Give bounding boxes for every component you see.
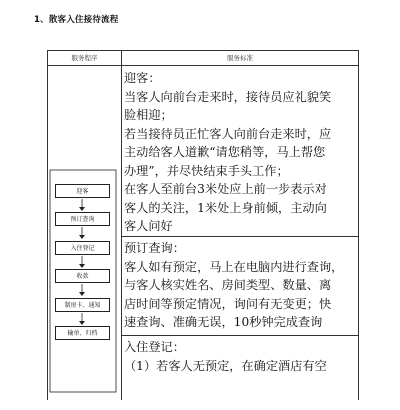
section-greeting [124, 69, 356, 236]
text-line: 与客人核实姓名、房间类型、数量、离 [124, 278, 332, 292]
table-middle-border [121, 50, 122, 400]
section-checkin [124, 338, 356, 375]
table-right-border [358, 50, 359, 400]
header-service-standard: 服务标准 [227, 54, 253, 62]
header-service-procedure: 服务程序 [71, 54, 98, 62]
text-line: 主动给客人道歉“请您稍等，马上帮您 [124, 145, 326, 159]
text-line: 迎客： [124, 71, 161, 85]
text-line: 速查询、准确无误，10秒钟完成查询 [124, 315, 323, 329]
text-line: （1）若客人无预定，在确定酒店有空 [124, 358, 327, 373]
flowchart [48, 66, 120, 406]
text-line: 若当接待员正忙客人向前台走来时，应 [124, 126, 332, 141]
flow-step-booking-query: 预订查询 [55, 212, 110, 226]
arrow-head-1 [79, 207, 85, 211]
arrow-head-2 [79, 235, 85, 239]
text-line: 脸相迎； [124, 108, 173, 122]
arrow-head-3 [79, 264, 85, 268]
flow-step-room-card: 制房卡、通知 [55, 298, 110, 312]
flowchart-connectors [48, 66, 120, 406]
flow-step-checkin: 入住登记 [55, 241, 110, 255]
section-divider-1 [121, 236, 358, 237]
text-line: 办理”，并尽快结束手头工作； [124, 163, 289, 178]
text-line: 当客人向前台走来时，接待员应礼貌笑 [124, 89, 332, 104]
text-line: 预订查询： [124, 241, 185, 255]
section-booking-query [124, 239, 356, 332]
text-line: 店时间等预定情况，询问有无变更；快 [124, 296, 332, 311]
document-heading: 1、散客入住接待流程 [34, 15, 119, 25]
text-line: 入住登记： [124, 340, 185, 354]
text-line: 在客人至前台3米处应上前一步表示对 [124, 182, 327, 196]
section-divider-2 [121, 335, 358, 336]
arrow-head-4 [79, 292, 85, 296]
flow-step-payment: 收款 [55, 269, 110, 283]
arrow-head-5 [79, 321, 85, 325]
flow-step-filing: 输单、归档 [55, 326, 110, 340]
text-line: 客人的关注，1米处上身前倾，主动向 [124, 200, 327, 215]
text-line: 客人问好 [124, 219, 173, 233]
text-line: 客人如有预定，马上在电脑内进行查询， [124, 259, 344, 274]
flow-step-greeting: 迎客 [55, 184, 110, 198]
